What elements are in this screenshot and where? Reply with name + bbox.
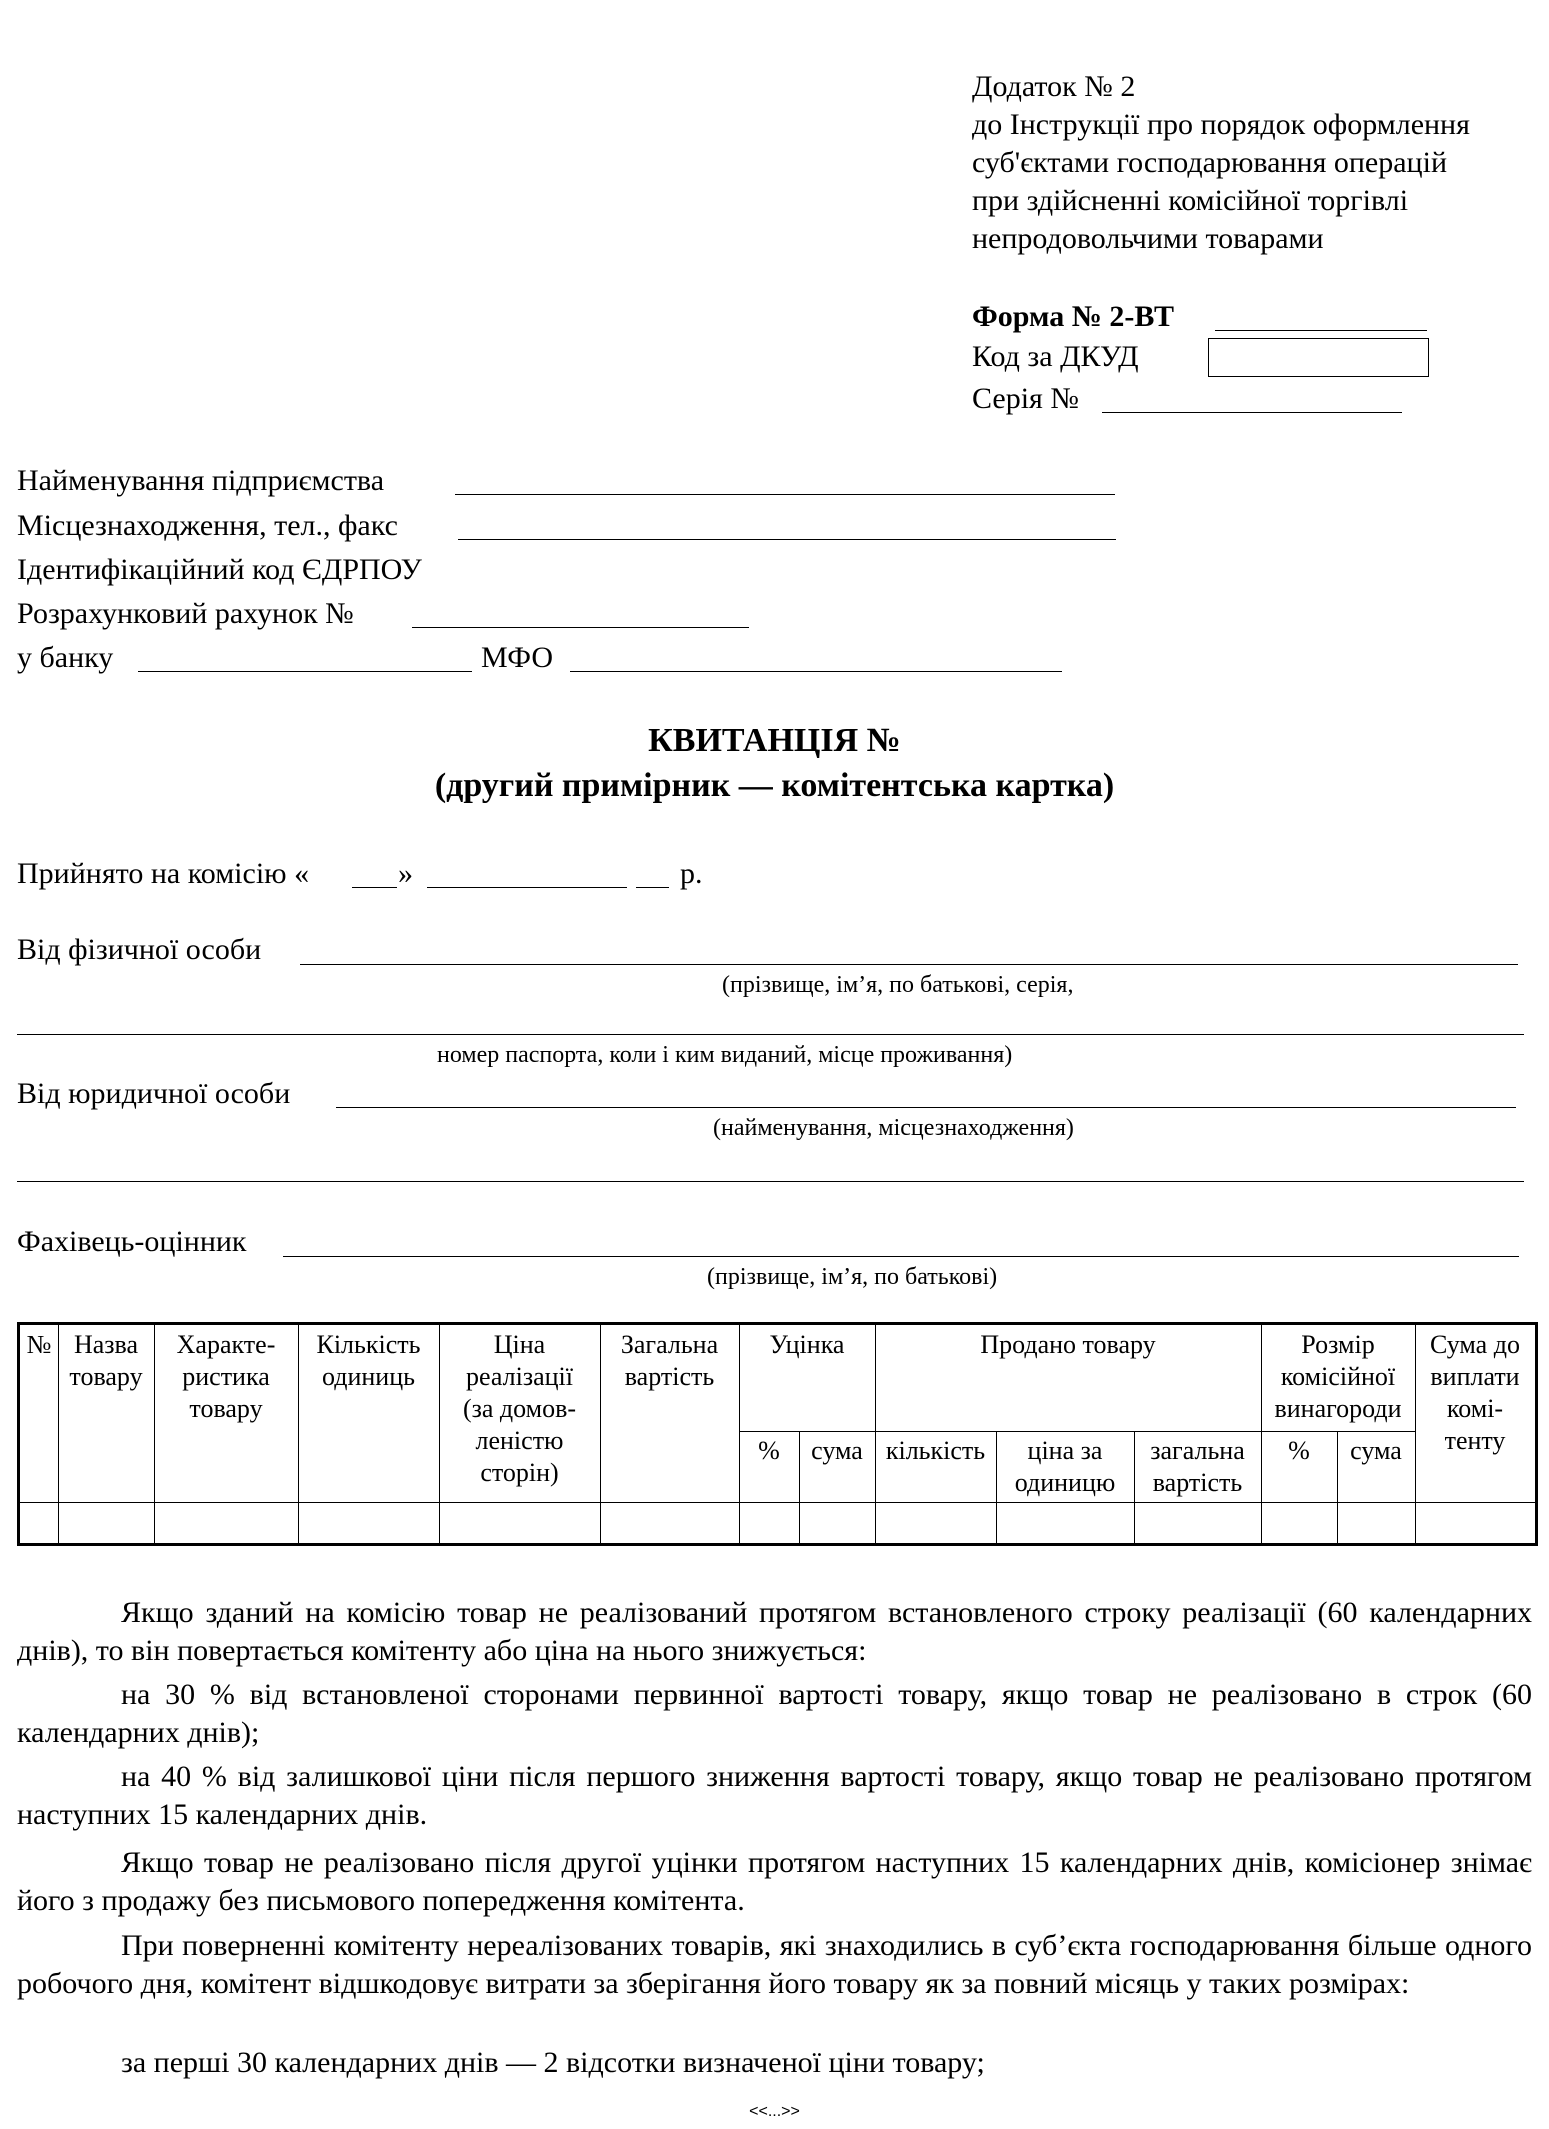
legal-field-2[interactable]: [17, 1181, 1524, 1182]
individual-field-2[interactable]: [17, 1034, 1524, 1035]
col-header-commission-pct: %: [1288, 1436, 1310, 1465]
bank-field[interactable]: [138, 671, 472, 672]
col-header-name: Назва товару: [69, 1330, 143, 1391]
paragraph-2: на 30 % від встановленої сторонами первинної вартості товару, якщо товар не реалізовано в строк (60 календарних днів);: [17, 1678, 1532, 1749]
col-header-sold-unit-price: ціна за одиницю: [1014, 1436, 1116, 1497]
appendix-line-4: при здійсненні комісійної торгівлі: [972, 184, 1409, 217]
individual-field[interactable]: [300, 964, 1518, 965]
bank-label: у банку: [17, 641, 114, 674]
col-header-markdown: Уцінка: [769, 1330, 845, 1359]
series-label: Серія №: [972, 382, 1079, 415]
company-location-label: Місцезнаходження, тел., факс: [17, 509, 398, 542]
appendix-number: Додаток № 2: [972, 70, 1136, 103]
appraiser-hint: (прізвище, ім’я, по батькові): [707, 1264, 998, 1290]
paragraph-5: При поверненні комітенту нереалізованих товарів, які знаходились в суб’єкта господарювання більше одного робочого дня, комітент відшкодовує витрати за зберігання його товару як за повний місяць у таких розмірах:: [17, 1929, 1532, 2000]
col-header-sold: Продано товару: [980, 1330, 1156, 1359]
mfo-field[interactable]: [570, 671, 1062, 672]
paragraph-6: за перші 30 календарних днів — 2 відсотки визначеної ціни товару;: [121, 2046, 985, 2079]
continuation-marker: <<...>>: [749, 2103, 800, 2120]
legal-label: Від юридичної особи: [17, 1077, 291, 1110]
individual-hint-2: номер паспорта, коли і ким виданий, місце проживання): [437, 1042, 1013, 1068]
paragraph-1: Якщо зданий на комісію товар не реалізований протягом встановленого строку реалізації (60 календарних днів), то він повертається комітенту або ціна на нього знижується:: [17, 1596, 1532, 1667]
col-header-sold-total: загальна вартість: [1150, 1436, 1245, 1497]
individual-label: Від фізичної особи: [17, 933, 262, 966]
col-header-markdown-pct: %: [758, 1436, 780, 1465]
account-label: Розрахунковий рахунок №: [17, 597, 354, 630]
appraiser-label: Фахівець-оцінник: [17, 1225, 247, 1258]
company-location-field[interactable]: [458, 539, 1116, 540]
col-header-total: Загальна вартість: [620, 1330, 719, 1391]
paragraph-4: Якщо товар не реалізовано після другої уцінки протягом наступних 15 календарних днів, комісіонер знімає його з продажу без письмового попередження комітента.: [17, 1846, 1532, 1917]
accepted-month-field[interactable]: [427, 887, 627, 888]
appendix-line-5: непродовольчими товарами: [972, 222, 1324, 255]
accepted-day-field[interactable]: [352, 887, 397, 888]
col-header-commission-sum: сума: [1350, 1436, 1402, 1465]
col-header-sold-qty: кількість: [885, 1436, 986, 1465]
goods-table: [17, 1322, 1538, 1546]
appendix-line-3: суб'єктами господарювання операцій: [972, 146, 1448, 179]
legal-field[interactable]: [336, 1107, 1516, 1108]
legal-hint: (найменування, місцезнаходження): [713, 1115, 1074, 1141]
appraiser-field[interactable]: [283, 1256, 1519, 1257]
col-header-characteristic: Характе- ристика товару: [176, 1330, 276, 1423]
col-header-price: Ціна реалізації (за домов- леністю сторін): [462, 1330, 577, 1487]
receipt-title: КВИТАНЦІЯ №: [648, 722, 901, 759]
form-number-line: [1215, 330, 1427, 331]
col-header-markdown-sum: сума: [811, 1436, 863, 1465]
paragraph-3: на 40 % від залишкової ціни після першого зниження вартості товару, якщо товар не реалізовано протягом наступних 15 календарних днів.: [17, 1760, 1532, 1831]
receipt-subtitle: (другий примірник — комітентська картка): [434, 767, 1115, 804]
accepted-year-field[interactable]: [636, 887, 669, 888]
accepted-year-suffix: р.: [680, 857, 703, 890]
edrpou-label: Ідентифікаційний код ЄДРПОУ: [17, 553, 422, 586]
dkud-code-box[interactable]: [1208, 338, 1429, 377]
appendix-line-2: до Інструкції про порядок оформлення: [972, 108, 1470, 141]
dkud-label: Код за ДКУД: [972, 340, 1139, 373]
form-number-label: Форма № 2-ВТ: [972, 300, 1174, 333]
mfo-label: МФО: [481, 641, 554, 674]
accepted-quote-close: »: [398, 857, 413, 890]
account-field[interactable]: [412, 627, 749, 628]
accepted-prefix: Прийнято на комісію «: [17, 857, 310, 890]
col-header-commission: Розмір комісійної винагороди: [1274, 1330, 1402, 1423]
company-name-label: Найменування підприємства: [17, 464, 385, 497]
col-header-payout: Сума до виплати комі- тенту: [1430, 1330, 1520, 1455]
company-name-field[interactable]: [455, 494, 1115, 495]
individual-hint-1: (прізвище, ім’я, по батькові, серія,: [722, 972, 1074, 998]
col-header-quantity: Кількість одиниць: [316, 1330, 421, 1391]
series-field[interactable]: [1102, 412, 1402, 413]
col-header-num: №: [26, 1330, 52, 1359]
